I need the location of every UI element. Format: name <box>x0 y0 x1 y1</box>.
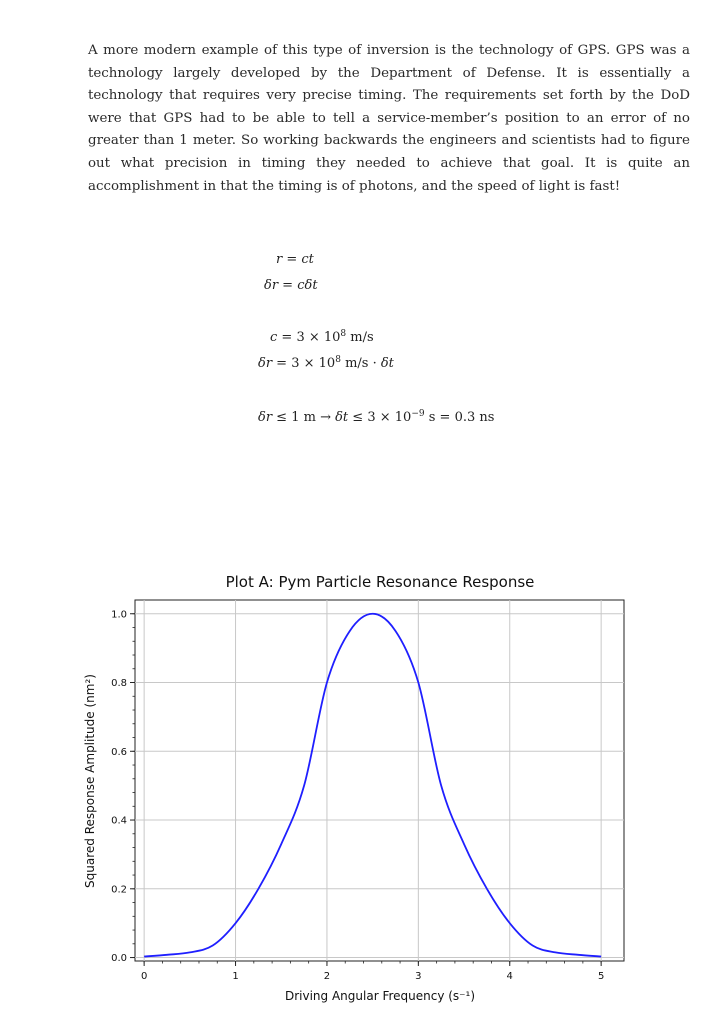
y-tick-label: 1.0 <box>111 609 127 621</box>
equation-delta-r-speed: $\delta r = 3 \times 10^8$ m/s · δt <box>258 355 394 371</box>
y-axis-label: Squared Response Amplitude (nm²) <box>83 674 97 888</box>
y-tick-label: 0.4 <box>111 815 127 827</box>
equation-timing-precision: δr ≤ 1 $m \to \delta t \le 3 \times 10^{-9}$ s = 0.3 ns <box>258 409 495 425</box>
body-paragraph: A more modern example of this type of inversion is the technology of GPS. GPS was a technology largely developed by the Department of Defense. It is essentially a technology that requires very precise timing. The requirements set forth by the DoD were that GPS had to be able to tell a service-member’s position to an error of no greater than 1 meter. So working backwards the engineers and scientists had to figure out what precision in timing they needed to achieve that goal. It is quite an accomplishment in that the timing is of photons, and the speed of light is fast! <box>88 43 690 194</box>
resonance-chart <box>0 560 702 1024</box>
equation-speed-of-light: $c = 3 \times 10^8$ m/s <box>270 329 374 345</box>
x-tick-label: 3 <box>415 971 422 982</box>
chart-title: Plot A: Pym Particle Resonance Response <box>225 573 535 591</box>
x-tick-label: 2 <box>323 971 331 982</box>
equation-r-equals-ct: r = ct <box>276 252 314 267</box>
y-tick-label: 0.2 <box>111 884 127 896</box>
plot-area <box>135 600 624 961</box>
y-tick-label: 0.0 <box>111 953 127 965</box>
x-axis-label: Driving Angular Frequency (s⁻¹) <box>284 989 476 1003</box>
x-tick-label: 0 <box>140 971 148 982</box>
y-tick-label: 0.6 <box>111 746 127 758</box>
x-tick-label: 4 <box>506 971 513 982</box>
y-tick-label: 0.8 <box>111 678 127 690</box>
x-tick-label: 1 <box>232 971 239 982</box>
x-tick-label: 5 <box>597 971 605 982</box>
equation-delta-r: δr = cδt <box>264 278 318 293</box>
